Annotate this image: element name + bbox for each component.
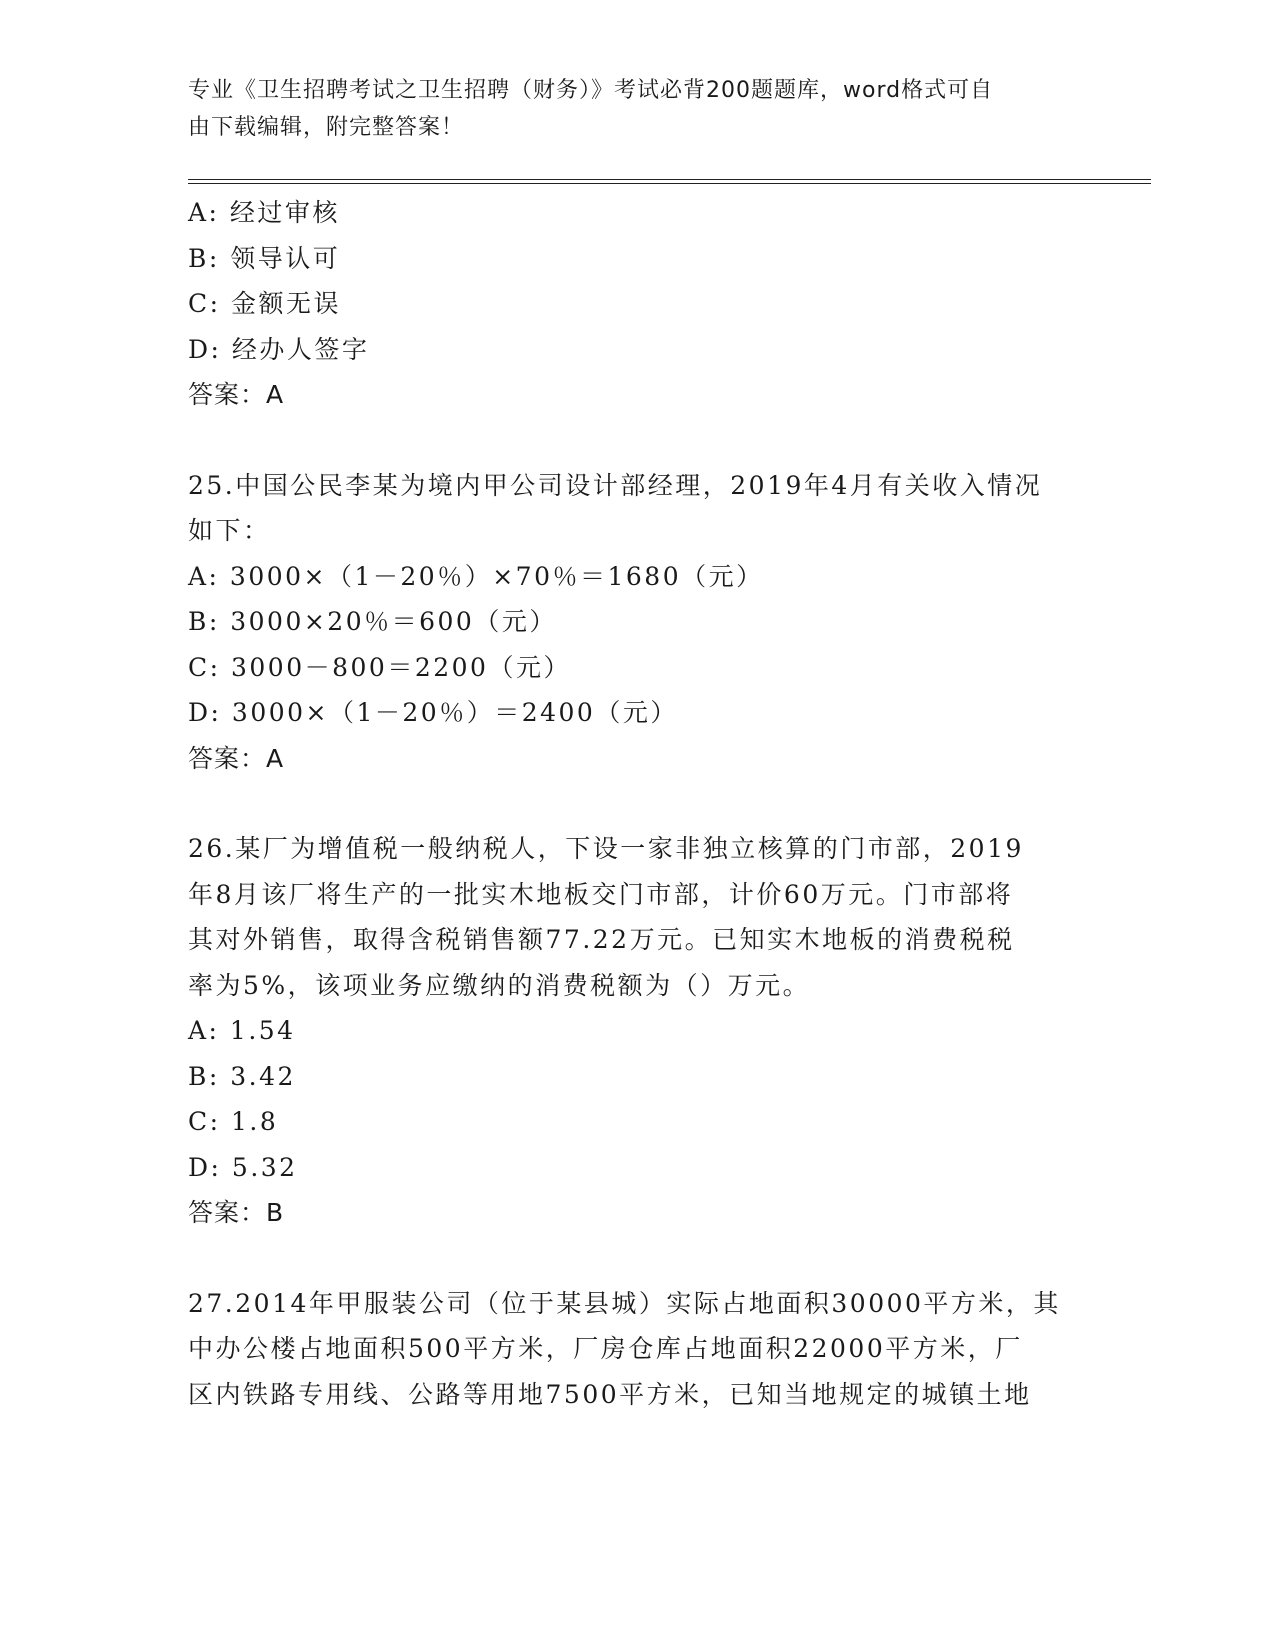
option-a: A: 经过审核 (188, 198, 340, 227)
option-b: B: 3.42 (188, 1061, 296, 1091)
option-c: C: 1.8 (188, 1107, 279, 1136)
option-c: C: 金额无误 (188, 289, 341, 318)
document-header (188, 72, 1068, 146)
header-rule-bottom (188, 183, 1151, 184)
option-d: D: 3000×（1－20％）＝2400（元） (188, 698, 678, 727)
question-24 (188, 190, 1118, 418)
option-b: B: 3000×20％＝600（元） (188, 607, 557, 636)
header-line-1: 专业《卫生招聘考试之卫生招聘（财务）》考试必背200题题库，word格式可自 (188, 78, 994, 103)
header-rule-top (188, 179, 1151, 180)
question-stem-line: 25.中国公民李某为境内甲公司设计部经理，2019年4月有关收入情况 (188, 470, 1043, 500)
answer: 答案：A (188, 743, 285, 773)
question-25 (188, 463, 1118, 782)
question-stem-line: 年8月该厂将生产的一批实木地板交门市部，计价60万元。门市部将 (188, 879, 1014, 909)
question-stem-line: 率为5%，该项业务应缴纳的消费税额为（）万元。 (188, 970, 811, 1000)
header-line-2: 由下载编辑，附完整答案！ (188, 115, 465, 140)
option-a: A: 1.54 (188, 1016, 296, 1045)
option-c: C: 3000－800＝2200（元） (188, 652, 571, 682)
question-stem-line: 中办公楼占地面积500平方米，厂房仓库占地面积22000平方米，厂 (188, 1334, 1023, 1363)
option-a: A: 3000×（1－20％）×70％＝1680（元） (188, 561, 764, 591)
question-26 (188, 826, 1118, 1236)
question-stem-line: 其对外销售，取得含税销售额77.22万元。已知实木地板的消费税税 (188, 925, 1015, 954)
option-b: B: 领导认可 (188, 243, 341, 273)
question-stem-line: 区内铁路专用线、公路等用地7500平方米，已知当地规定的城镇土地 (188, 1379, 1032, 1409)
answer: 答案：A (188, 380, 285, 409)
option-d: D: 5.32 (188, 1152, 298, 1182)
question-stem-line: 27.2014年甲服装公司（位于某县城）实际占地面积30000平方米，其 (188, 1288, 1061, 1318)
spacer (188, 418, 1118, 463)
question-stem-line: 如下： (188, 516, 271, 545)
answer: 答案：B (188, 1198, 285, 1227)
document-body (188, 190, 1118, 1417)
question-27 (188, 1281, 1118, 1418)
option-d: D: 经办人签字 (188, 334, 370, 364)
spacer (188, 781, 1118, 826)
spacer (188, 1236, 1118, 1281)
question-stem-line: 26.某厂为增值税一般纳税人，下设一家非独立核算的门市部，2019 (188, 834, 1024, 863)
